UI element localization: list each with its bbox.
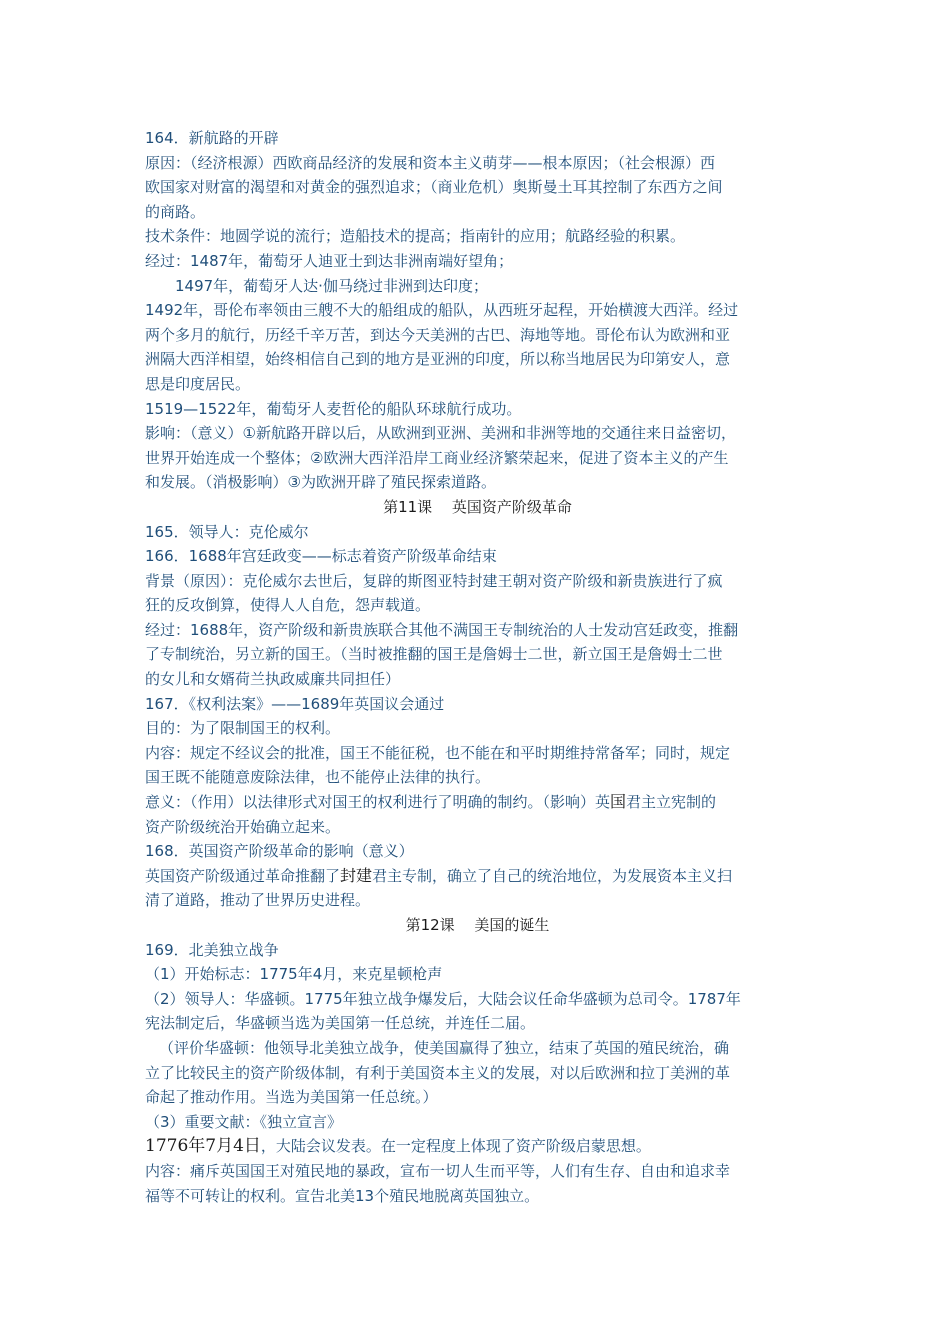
declaration-text: ，大陆会议发表。在一定程度上体现了资产阶级启蒙思想。: [260, 1137, 651, 1156]
section-164-impact: [145, 421, 810, 495]
section-167-content: [145, 741, 810, 790]
section-169-content: [145, 1159, 810, 1208]
section-169-declaration: [145, 1134, 810, 1159]
section-164-process-2: 1497年，葡萄牙人达·伽马绕过非洲到达印度；: [175, 276, 488, 295]
section-169-item-2: [145, 987, 810, 1036]
section-168-line-2: 清了道路，推动了世界历史进程。: [145, 891, 371, 910]
section-166-background: [145, 569, 810, 618]
section-166-heading: 166．1688年宫廷政变——标志着资产阶级革命结束: [145, 547, 497, 566]
impact-line-3: 和发展。（消极影响）③为欧洲开辟了殖民探索道路。: [145, 473, 496, 492]
background-line-2: 狂的反攻倒算，使得人人自危，怨声载道。: [145, 596, 431, 615]
section-167-meaning-2: 资产阶级统治开始确立起来。: [145, 817, 341, 836]
section-167-meaning: [145, 790, 810, 815]
section-166-process: [145, 618, 810, 692]
section-168-line-1: [145, 864, 810, 889]
lesson-12-title: 第12课 美国的诞生: [405, 916, 550, 934]
section-167-purpose: 目的：为了限制国王的权利。: [145, 719, 341, 738]
process-line-2: 了专制统治，另立新的国王。（当时被推翻的国王是詹姆士二世，新立国王是詹姆士二世: [145, 645, 723, 664]
evaluation-line-3: 命起了推动作用。当选为美国第一任总统。）: [145, 1088, 438, 1107]
evaluation-line-1: （评价华盛顿：他领导北美独立战争，使美国赢得了独立，结束了英国的殖民统治，确: [159, 1038, 730, 1057]
section-164-reason: [145, 151, 810, 225]
section-168-heading: 168．英国资产阶级革命的影响（意义）: [145, 842, 414, 861]
section-169-item-1: （1）开始标志：1775年4月，来克星顿枪声: [145, 965, 443, 984]
section-164-magellan: 1519—1522年，葡萄牙人麦哲伦的船队环球航行成功。: [145, 399, 522, 418]
section-164-tech: 技术条件：地圆学说的流行；造船技术的提高；指南针的应用；航路经验的积累。: [145, 227, 686, 246]
section-164-heading: 164．新航路的开辟: [145, 129, 279, 147]
reason-line-1: 原因：（经济根源）西欧商品经济的发展和资本主义萌芽——根本原因；（社会根源）西: [145, 153, 716, 172]
item2-line-1: （2）领导人：华盛顿。1775年独立战争爆发后，大陆会议任命华盛顿为总司令。1787年: [145, 989, 741, 1008]
section-169-heading: 169．北美独立战争: [145, 940, 279, 959]
meaning-text-c: 君主立宪制的: [626, 793, 717, 812]
content-line-2: 国王既不能随意废除法律，也不能停止法律的执行。: [145, 768, 491, 787]
process-line-3: 的女儿和女婿荷兰执政威廉共同担任）: [145, 670, 401, 689]
impact-line-2: 世界开始连成一个整体；②欧洲大西洋沿岸工商业经济繁荣起来，促进了资本主义的产生: [145, 448, 729, 467]
s169-content-line-2: 福等不可转让的权利。宣告北美13个殖民地脱离英国独立。: [145, 1186, 540, 1205]
s168-text-b: 封建: [340, 865, 373, 885]
s168-text-c: 君主专制，确立了自己的统治地位，为发展资本主义扫: [372, 866, 733, 885]
item2-line-2: 宪法制定后，华盛顿当选为美国第一任总统，并连任二届。: [145, 1014, 536, 1033]
s168-text-a: 英国资产阶级通过革命推翻了: [145, 866, 341, 885]
reason-line-2: 欧国家对财富的渴望和对黄金的强烈追求；（商业危机）奥斯曼土耳其控制了东西方之间: [145, 178, 723, 197]
section-167-heading: 167．《权利法案》——1689年英国议会通过: [145, 694, 445, 713]
evaluation-line-2: 立了比较民主的资产阶级体制，有利于美国资本主义的发展，对以后欧洲和拉丁美洲的革: [145, 1063, 731, 1082]
columbus-line-1: 1492年，哥伦布率领由三艘不大的船组成的船队，从西班牙起程，开始横渡大西洋。经过: [145, 301, 739, 320]
reason-line-3: 的商路。: [145, 202, 206, 221]
content-line-1: 内容：规定不经议会的批准，国王不能征税，也不能在和平时期维持常备军；同时，规定: [145, 743, 731, 762]
columbus-line-4: 思是印度居民。: [145, 374, 251, 393]
section-169-evaluation: [145, 1036, 810, 1110]
meaning-text-a: 意义：（作用）以法律形式对国王的权利进行了明确的制约。（影响）英: [145, 793, 611, 812]
declaration-date: 1776年7月4日: [145, 1136, 261, 1157]
section-169-item-3: （3）重要文献：《独立宣言》: [145, 1112, 343, 1131]
s169-content-line-1: 内容：痛斥英国国王对殖民地的暴政，宣布一切人生而平等，人们有生存、自由和追求幸: [145, 1161, 731, 1180]
background-line-1: 背景（原因）：克伦威尔去世后，复辟的斯图亚特封建王朝对资产阶级和新贵族进行了疯: [145, 571, 723, 590]
document-body: [145, 126, 810, 1208]
section-164-process-1: 经过：1487年，葡萄牙人迪亚士到达非洲南端好望角；: [145, 251, 514, 270]
columbus-line-2: 两个多月的航行，历经千辛万苦，到达今天美洲的古巴、海地等地。哥伦布认为欧洲和亚: [145, 325, 731, 344]
columbus-line-3: 洲隔大西洋相望，始终相信自己到的地方是亚洲的印度，所以称当地居民为印第安人，意: [145, 350, 731, 369]
impact-line-1: 影响：（意义）①新航路开辟以后，从欧洲到亚洲、美洲和非洲等地的交通往来日益密切，: [145, 424, 736, 443]
section-164-columbus: [145, 298, 810, 396]
meaning-text-b: 国: [610, 792, 627, 812]
process-line-1: 经过：1688年，资产阶级和新贵族联合其他不满国王专制统治的人士发动宫廷政变，推翻: [145, 620, 739, 639]
section-165: 165．领导人：克伦威尔: [145, 522, 309, 541]
lesson-11-title: 第11课 英国资产阶级革命: [383, 497, 572, 516]
